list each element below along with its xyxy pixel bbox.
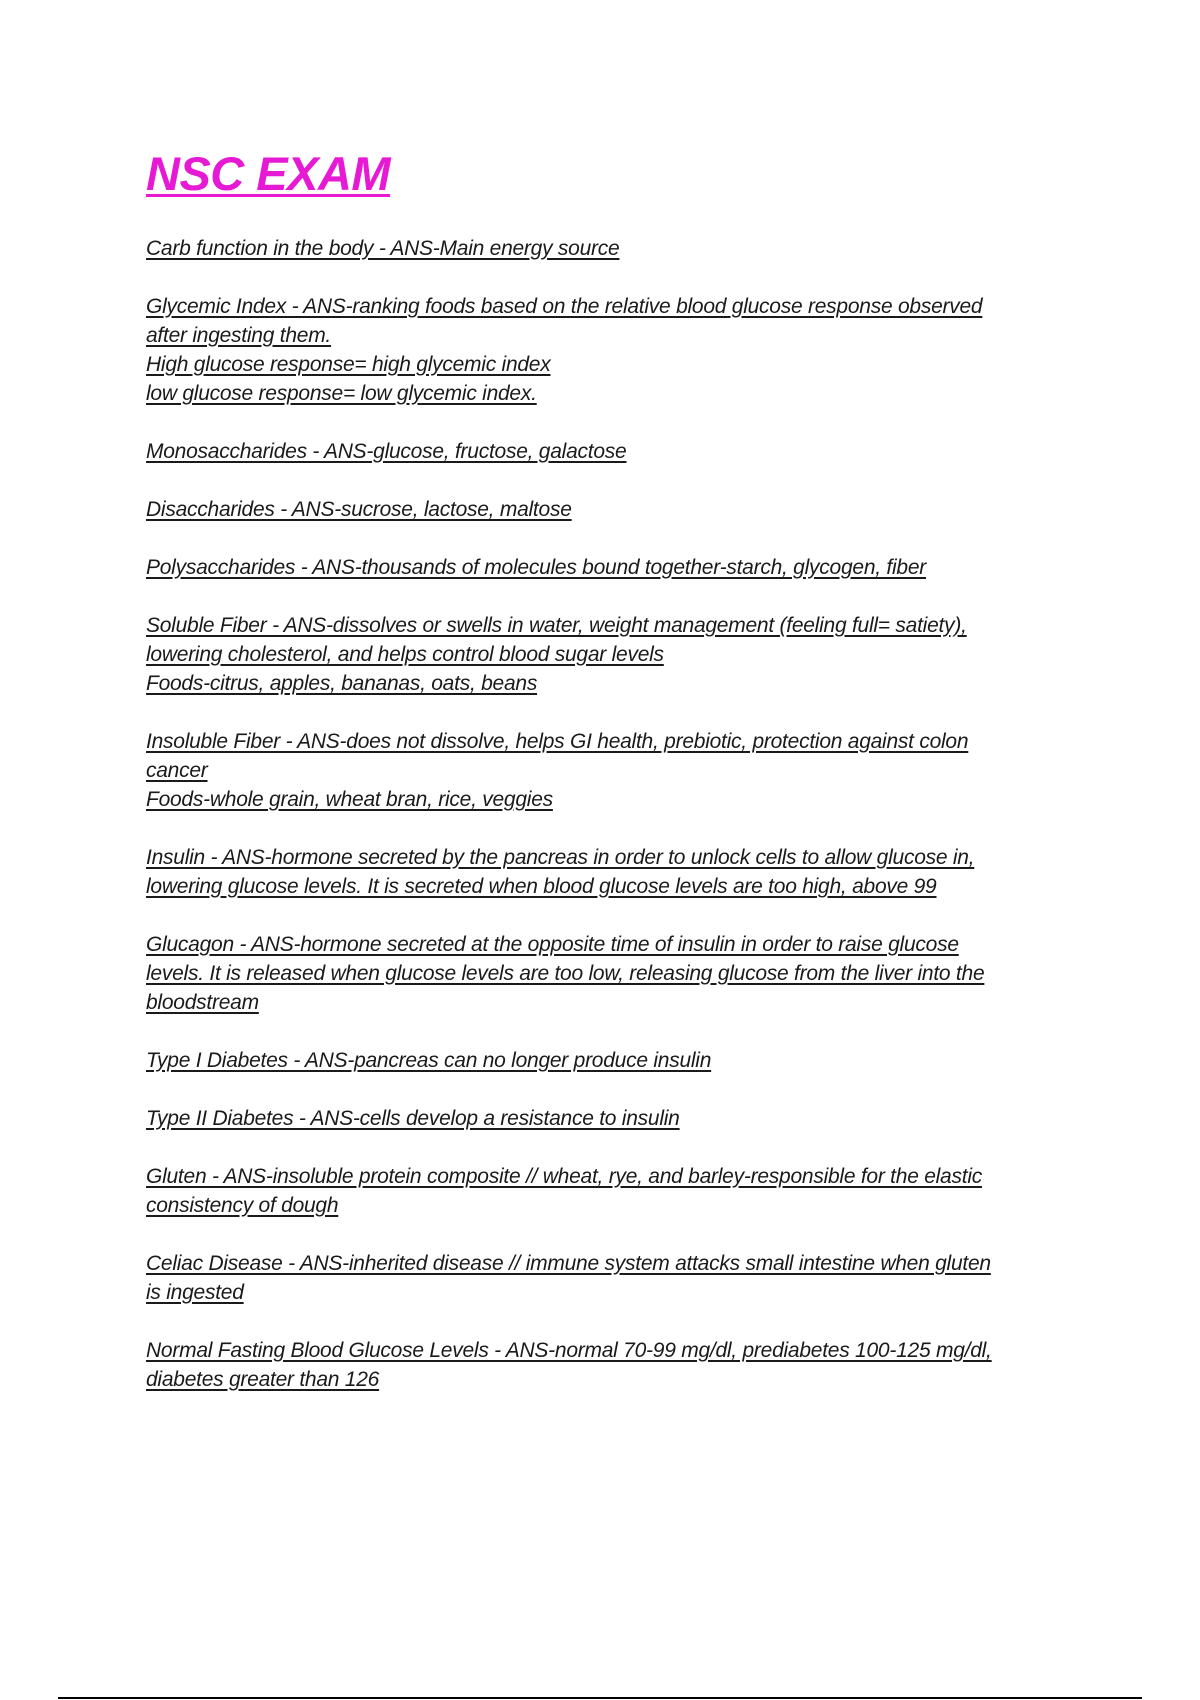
qa-entry-line: Glucagon - ANS-hormone secreted at the opposite time of insulin in order to raise glucose: [146, 932, 959, 956]
page-bottom-rule: [58, 1697, 1142, 1699]
qa-entry: [146, 1104, 1076, 1133]
qa-entry: [146, 1336, 1076, 1394]
qa-entry-line: Foods-whole grain, wheat bran, rice, veggies: [146, 787, 553, 811]
qa-entry-line: after ingesting them.: [146, 323, 332, 347]
qa-entry-line: low glucose response= low glycemic index.: [146, 381, 537, 405]
qa-entry-line: High glucose response= high glycemic index: [146, 352, 551, 376]
qa-entry: [146, 1249, 1076, 1307]
qa-entry-line: Foods-citrus, apples, bananas, oats, beans: [146, 671, 538, 695]
qa-entry-line: Celiac Disease - ANS-inherited disease // immune system attacks small intestine when gluten: [146, 1251, 991, 1275]
qa-entry: [146, 727, 1076, 814]
qa-entry-line: Normal Fasting Blood Glucose Levels - ANS-normal 70-99 mg/dl, prediabetes 100-125 mg/dl,: [146, 1338, 992, 1362]
qa-entry-line: Polysaccharides - ANS-thousands of molecules bound together-starch, glycogen, fiber: [146, 555, 927, 579]
qa-entry-line: Type II Diabetes - ANS-cells develop a resistance to insulin: [146, 1106, 680, 1130]
qa-entry-line: Disaccharides - ANS-sucrose, lactose, maltose: [146, 497, 572, 521]
page-title: NSC EXAM: [146, 147, 391, 200]
qa-entry-line: lowering glucose levels. It is secreted when blood glucose levels are too high, above 99: [146, 874, 937, 898]
qa-entry: [146, 437, 1076, 466]
qa-entry: [146, 611, 1076, 698]
qa-entry: [146, 553, 1076, 582]
qa-entry-line: Insoluble Fiber - ANS-does not dissolve, helps GI health, prebiotic, protection against colon: [146, 729, 969, 753]
qa-entry: [146, 1046, 1076, 1075]
qa-entry-line: cancer: [146, 758, 208, 782]
qa-entry-line: Carb function in the body - ANS-Main energy source: [146, 236, 620, 260]
qa-entry: [146, 234, 1076, 263]
qa-entry-line: lowering cholesterol, and helps control blood sugar levels: [146, 642, 664, 666]
qa-entry-line: Insulin - ANS-hormone secreted by the pancreas in order to unlock cells to allow glucose in,: [146, 845, 975, 869]
qa-entry: [146, 1162, 1076, 1220]
qa-entry-line: Monosaccharides - ANS-glucose, fructose, galactose: [146, 439, 627, 463]
qa-entry: [146, 930, 1076, 1017]
document-page: [146, 140, 1076, 1423]
qa-list: [146, 234, 1076, 1394]
qa-entry-line: consistency of dough: [146, 1193, 339, 1217]
qa-entry: [146, 495, 1076, 524]
qa-entry-line: is ingested: [146, 1280, 244, 1304]
qa-entry-line: levels. It is released when glucose levels are too low, releasing glucose from the liver into the: [146, 961, 985, 985]
qa-entry-line: Glycemic Index - ANS-ranking foods based on the relative blood glucose response observed: [146, 294, 983, 318]
qa-entry-line: Type I Diabetes - ANS-pancreas can no longer produce insulin: [146, 1048, 712, 1072]
qa-entry-line: Soluble Fiber - ANS-dissolves or swells in water, weight management (feeling full= satiety),: [146, 613, 967, 637]
qa-entry: [146, 292, 1076, 408]
qa-entry-line: diabetes greater than 126: [146, 1367, 380, 1391]
qa-entry: [146, 843, 1076, 901]
qa-entry-line: bloodstream: [146, 990, 259, 1014]
qa-entry-line: Gluten - ANS-insoluble protein composite // wheat, rye, and barley-responsible for the elastic: [146, 1164, 982, 1188]
